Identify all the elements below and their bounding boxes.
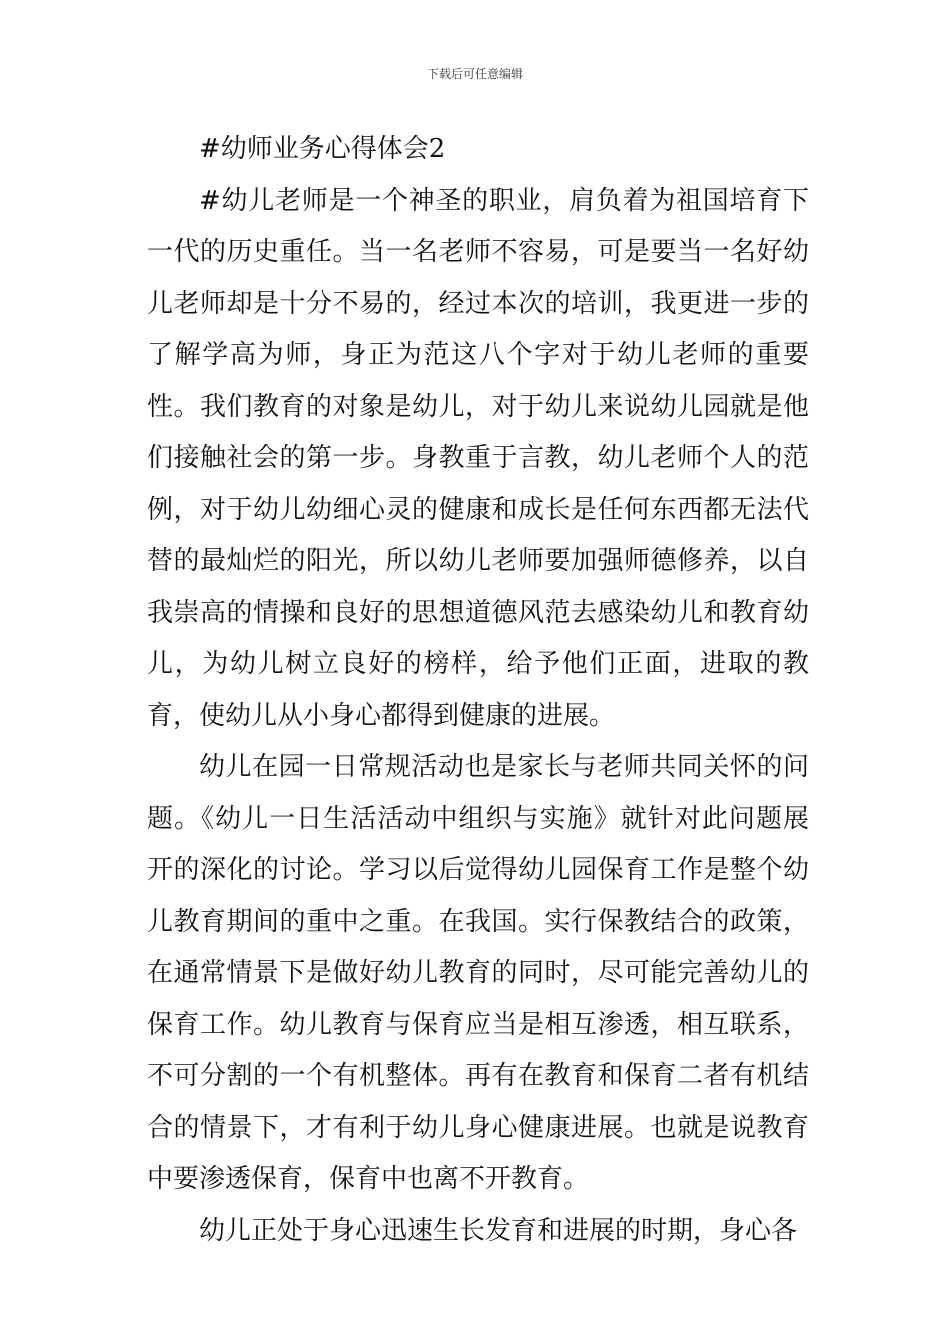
- paragraph-2: 幼儿在园一日常规活动也是家长与老师共同关怀的问题。《幼儿一日生活活动中组织与实施》就针对此问题展开的深化的讨论。学习以后觉得幼儿园保育工作是整个幼儿教育期间的重中之重。在我国。实行保教结合的政策，在通常情景下是做好幼儿教育的同时，尽可能完善幼儿的保育工作。幼儿教育与保育应当是相互渗透，相互联系，不可分割的一个有机整体。再有在教育和保育二者有机结合的情景下，才有利于幼儿身心健康进展。也就是说教育中要渗透保育，保育中也离不开教育。: [147, 752, 809, 1194]
- paragraph-1: #幼儿老师是一个神圣的职业，肩负着为祖国培育下一代的历史重任。当一名老师不容易，可是要当一名好幼儿老师却是十分不易的，经过本次的培训，我更进一步的了解学高为师，身正为范这八个字对于幼儿老师的重要性。我们教育的对象是幼儿，对于幼儿来说幼儿园就是他们接触社会的第一步。身教重于言教，幼儿老师个人的范例，对于幼儿幼细心灵的健康和成长是任何东西都无法代替的最灿烂的阳光，所以幼儿老师要加强师德修养，以自我崇高的情操和良好的思想道德风范去感染幼儿和教育幼儿，为幼儿树立良好的榜样，给予他们正面，进取的教育，使幼儿从小身心都得到健康的进展。: [147, 185, 809, 731]
- document-body: [147, 124, 809, 1257]
- header-note: 下载后可任意编辑: [426, 67, 523, 81]
- paragraph-3: 幼儿正处于身心迅速生长发育和进展的时期，身心各: [199, 1215, 798, 1246]
- document-title: #幼师业务心得体会2: [199, 134, 446, 164]
